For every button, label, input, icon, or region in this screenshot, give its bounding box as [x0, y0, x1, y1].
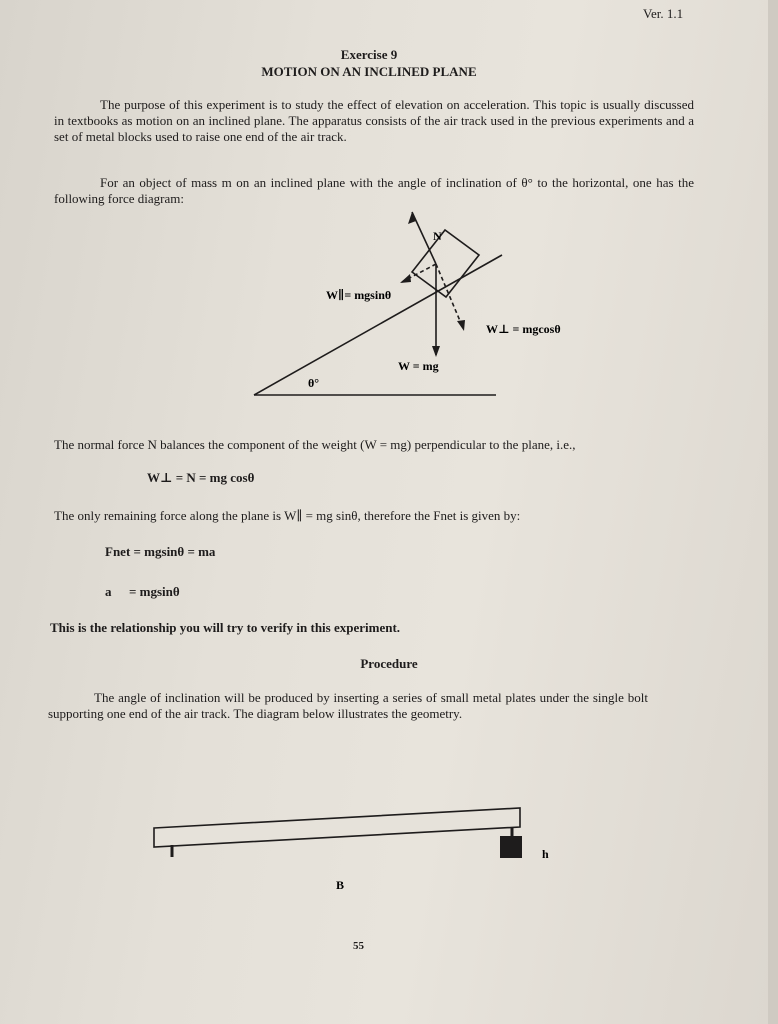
normal-force-text: The normal force N balances the component of the weight (W = mg) perpendicular to the plane, i.e., [54, 437, 576, 452]
exercise-number: Exercise 9 [340, 47, 398, 62]
procedure-text: The angle of inclination will be produced by inserting a series of small metal plates under the single bolt supporting one end of the air track. The diagram below illustrates the geometry. [48, 690, 648, 721]
page-number: 55 [353, 940, 364, 952]
equation-normal: W⊥ = N = mg cosθ [147, 470, 255, 485]
base-label: B [336, 878, 345, 892]
force-diagram [240, 200, 561, 405]
exercise-header [0, 46, 738, 80]
intro-paragraph-2: For an object of mass m on an inclined plane with the angle of inclination of θ° to the horizontal, one has the following force diagram: [54, 175, 694, 206]
equation-acceleration-rhs: = mgsinθ [129, 584, 180, 599]
version-label: Ver. 1.1 [643, 6, 684, 21]
air-track [154, 808, 520, 847]
equation-acceleration-lhs: a [105, 584, 112, 599]
weight-label: W = mg [398, 359, 439, 373]
incline-line [254, 255, 502, 395]
page-title: MOTION ON AN INCLINED PLANE [261, 64, 477, 79]
perpendicular-component [436, 264, 463, 328]
intro-paragraph: The purpose of this experiment is to study the effect of elevation on acceleration. This topic is usually discussed in textbooks as motion on an inclined plane. The apparatus consists of the air track used in the previous experiments and a set of metal blocks used to raise one end of the air track. [54, 97, 694, 144]
height-label: h [542, 847, 549, 861]
w-perp-label: W⊥ = mgcosθ [486, 322, 561, 336]
metal-plates [500, 836, 522, 858]
normal-label: N [433, 229, 442, 243]
angle-label: θ° [308, 376, 320, 390]
procedure-heading: Procedure [360, 656, 418, 671]
remaining-force-text: The only remaining force along the plane is W∥ = mg sinθ, therefore the Fnet is given by: [54, 508, 521, 523]
verify-text: This is the relationship you will try to verify in this experiment. [50, 620, 401, 635]
equation-net-force: Fnet = mgsinθ = ma [105, 544, 216, 559]
w-parallel-label: W∥= mgsinθ [326, 288, 392, 302]
air-track-diagram [150, 800, 570, 895]
